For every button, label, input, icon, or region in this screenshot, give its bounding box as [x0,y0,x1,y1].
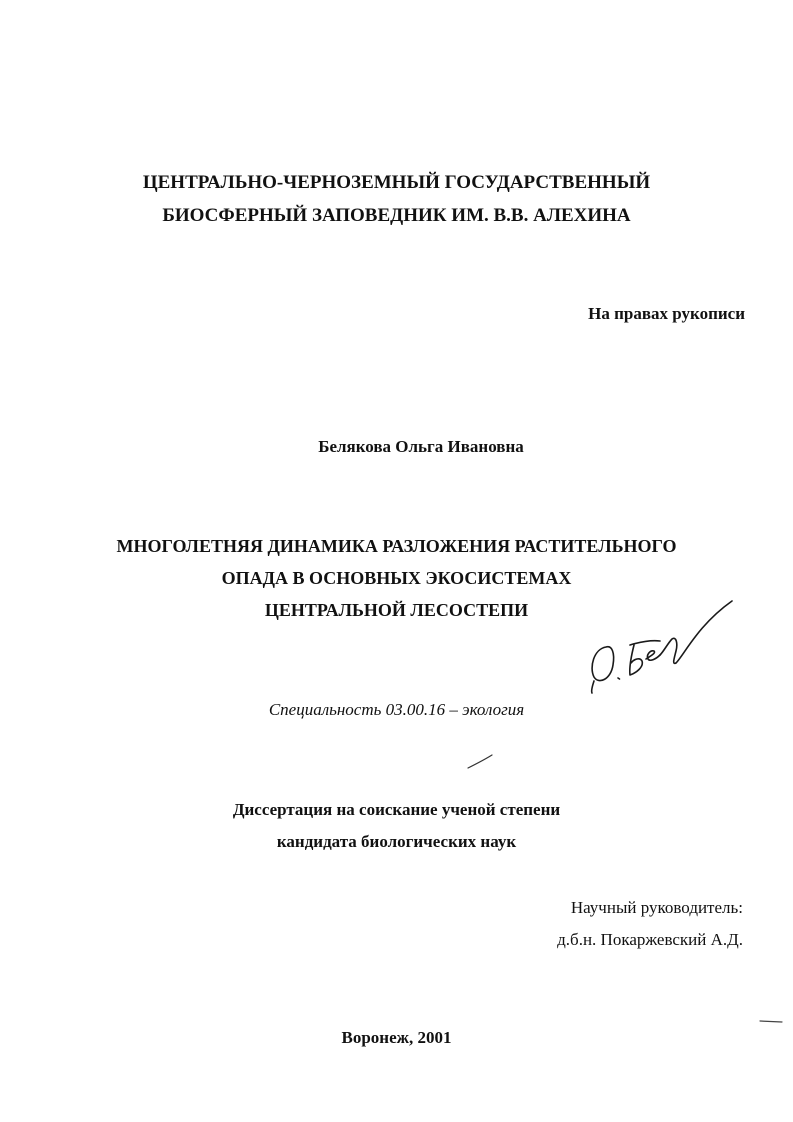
supervisor-label: Научный руководитель: [570,898,743,917]
author-name: Белякова Ольга Ивановна [318,437,524,456]
institution-line-1: ЦЕНТРАЛЬНО-ЧЕРНОЗЕМНЫЙ ГОСУДАРСТВЕННЫЙ [142,172,651,193]
rights-note: На правах рукописи [588,304,745,323]
scan-mark [758,1016,784,1026]
title-line-3: ЦЕНТРАЛЬНОЙ ЛЕСОСТЕПИ [264,600,529,620]
degree-line-2: кандидата биологических наук [276,832,517,851]
title-line-2: ОПАДА В ОСНОВНЫХ ЭКОСИСТЕМАХ [221,568,572,588]
title-line-1: МНОГОЛЕТНЯЯ ДИНАМИКА РАЗЛОЖЕНИЯ РАСТИТЕЛЬНОГО [116,536,677,556]
specialty-line: Специальность 03.00.16 – экология [268,700,525,719]
supervisor-name: д.б.н. Покаржевский А.Д. [557,930,743,949]
degree-line-1: Диссертация на соискание ученой степени [232,800,561,819]
city-year: Воронеж, 2001 [341,1028,452,1047]
institution-line-2: БИОСФЕРНЫЙ ЗАПОВЕДНИК ИМ. В.В. АЛЕХИНА [162,205,631,226]
author-signature [580,595,750,705]
pen-stroke-mark [466,752,496,772]
